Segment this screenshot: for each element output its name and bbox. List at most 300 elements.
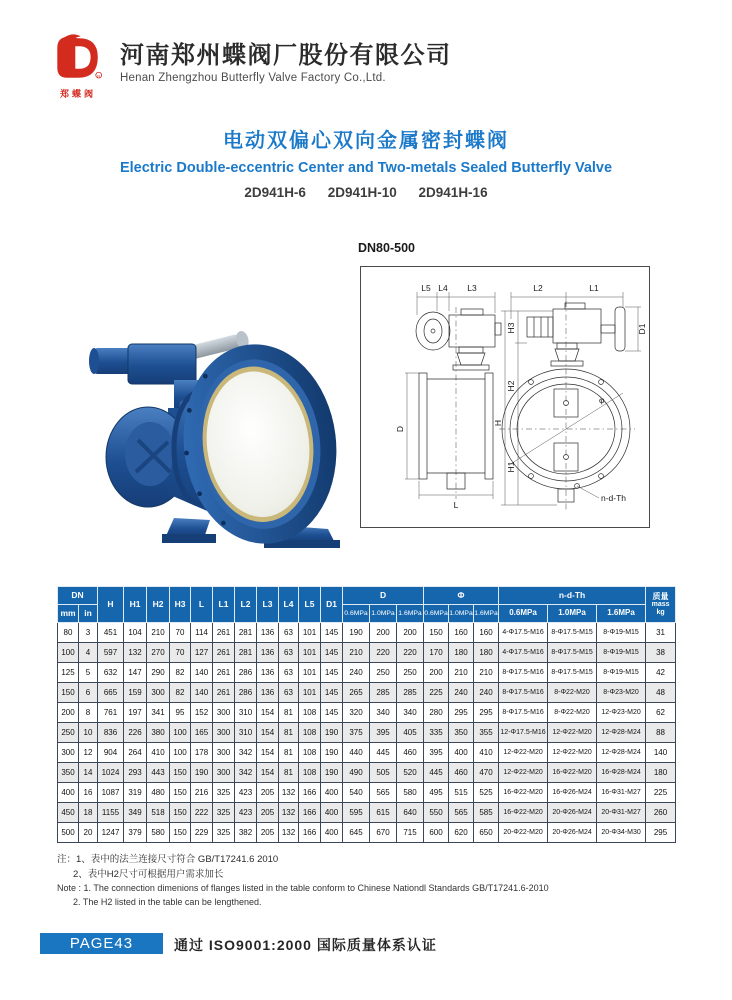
table-cell: 140: [191, 683, 213, 703]
model-number: 2D941H-16: [418, 185, 488, 200]
note-cn-2: 2、表中H2尺寸可根据用户需求加长: [73, 868, 224, 880]
table-cell: 342: [235, 763, 257, 783]
table-cell: 140: [646, 743, 676, 763]
table-cell: 145: [321, 683, 343, 703]
model-number: 2D941H-10: [327, 185, 397, 200]
table-cell: 216: [191, 783, 213, 803]
table-cell: 63: [279, 623, 299, 643]
table-cell: 16-Φ22-M20: [548, 763, 597, 783]
table-cell: 264: [124, 743, 147, 763]
table-cell: 205: [257, 823, 279, 843]
col-d-10: 1.0MPa: [370, 605, 397, 623]
table-cell: 285: [370, 683, 397, 703]
company-logo: [46, 30, 110, 100]
table-cell: 395: [424, 743, 449, 763]
table-cell: 145: [321, 703, 343, 723]
product-title-cn: 电动双偏心双向金属密封蝶阀: [223, 130, 509, 152]
table-cell: 225: [424, 683, 449, 703]
table-cell: 125: [58, 663, 79, 683]
table-cell: 240: [474, 683, 499, 703]
table-cell: 8-Φ17.5-M16: [499, 703, 548, 723]
model-numbers: [0, 185, 732, 200]
table-cell: 63: [279, 683, 299, 703]
table-cell: 379: [124, 823, 147, 843]
table-cell: 14: [79, 763, 98, 783]
table-cell: 12-Φ22-M20: [499, 763, 548, 783]
table-cell: 200: [58, 703, 79, 723]
col-ndth-16: 1.6MPa: [597, 605, 646, 623]
product-title-en: Electric Double-eccentric Center and Two-metals Sealed Butterfly Valve: [119, 160, 613, 176]
table-cell: 450: [58, 803, 79, 823]
table-cell: 319: [124, 783, 147, 803]
table-cell: 136: [257, 663, 279, 683]
table-cell: 1155: [98, 803, 124, 823]
company-name-cn: 河南郑州蝶阀厂股份有限公司: [120, 42, 452, 69]
dim-L2: L2: [533, 283, 543, 293]
table-cell: 31: [646, 623, 676, 643]
table-cell: 8-Φ17.5-M15: [548, 643, 597, 663]
table-cell: 180: [449, 643, 474, 663]
table-cell: 1247: [98, 823, 124, 843]
table-cell: 585: [474, 803, 499, 823]
table-cell: 82: [170, 663, 191, 683]
dim-H2: H2: [506, 380, 516, 392]
table-cell: 101: [299, 623, 321, 643]
table-cell: 150: [58, 683, 79, 703]
table-cell: 132: [279, 783, 299, 803]
dim-ndth: n-d-Th: [601, 493, 627, 503]
table-cell: 150: [424, 623, 449, 643]
dimension-table: [57, 586, 676, 843]
table-cell: 550: [424, 803, 449, 823]
group-d: D: [343, 587, 424, 605]
table-cell: 295: [449, 703, 474, 723]
col-in: in: [79, 605, 98, 623]
table-cell: 190: [321, 763, 343, 783]
table-cell: 505: [370, 763, 397, 783]
table-cell: 154: [257, 743, 279, 763]
col-l: L: [191, 587, 213, 623]
table-cell: 250: [370, 663, 397, 683]
table-cell: 300: [213, 703, 235, 723]
table-row: [58, 743, 676, 763]
group-phi: Φ: [424, 587, 499, 605]
table-cell: 495: [424, 783, 449, 803]
table-cell: 565: [449, 803, 474, 823]
table-cell: 286: [235, 683, 257, 703]
table-header: [58, 587, 676, 623]
table-cell: 280: [424, 703, 449, 723]
table-cell: 140: [191, 663, 213, 683]
table-cell: 285: [397, 683, 424, 703]
dim-H: H: [493, 419, 503, 427]
table-cell: 350: [449, 723, 474, 743]
col-l1: L1: [213, 587, 235, 623]
table-cell: 197: [124, 703, 147, 723]
table-cell: 670: [370, 823, 397, 843]
table-cell: 597: [98, 643, 124, 663]
col-l5: L5: [299, 587, 321, 623]
table-cell: 665: [98, 683, 124, 703]
table-cell: 166: [299, 803, 321, 823]
table-cell: 460: [449, 763, 474, 783]
table-cell: 355: [474, 723, 499, 743]
table-cell: 114: [191, 623, 213, 643]
table-cell: 70: [170, 623, 191, 643]
table-cell: 48: [646, 683, 676, 703]
col-l2: L2: [235, 587, 257, 623]
col-ndth-06: 0.6MPa: [499, 605, 548, 623]
table-row: [58, 823, 676, 843]
col-phi-16: 1.6MPa: [474, 605, 499, 623]
table-cell: 154: [257, 703, 279, 723]
table-row: [58, 623, 676, 643]
table-cell: 261: [213, 683, 235, 703]
col-l3: L3: [257, 587, 279, 623]
note-en-1: Note : 1. The connection dimenions of flanges listed in the table conform to Chinese Nationdl Standards GB/T17241.6-2010: [57, 883, 549, 894]
table-cell: 8: [79, 703, 98, 723]
table-cell: 16-Φ28-M24: [597, 763, 646, 783]
table-cell: 210: [449, 663, 474, 683]
table-row: [58, 783, 676, 803]
table-cell: 16: [79, 783, 98, 803]
table-cell: 145: [321, 663, 343, 683]
table-cell: 150: [170, 783, 191, 803]
dim-L1: L1: [589, 283, 599, 293]
table-cell: 132: [279, 823, 299, 843]
table-cell: 108: [299, 743, 321, 763]
table-cell: 340: [397, 703, 424, 723]
table-cell: 132: [124, 643, 147, 663]
table-cell: 81: [279, 763, 299, 783]
table-cell: 3: [79, 623, 98, 643]
table-cell: 451: [98, 623, 124, 643]
table-cell: 200: [424, 663, 449, 683]
table-cell: 12-Φ22-M20: [548, 743, 597, 763]
table-cell: 12-Φ23-M20: [597, 703, 646, 723]
col-h2: H2: [147, 587, 170, 623]
table-cell: 400: [321, 783, 343, 803]
front-view: [493, 283, 647, 511]
table-cell: 300: [213, 763, 235, 783]
table-cell: 108: [299, 763, 321, 783]
col-dn: DN: [58, 587, 98, 605]
table-cell: 154: [257, 763, 279, 783]
table-cell: 145: [321, 643, 343, 663]
col-d-06: 0.6MPa: [343, 605, 370, 623]
iso-certification-text: 通过 ISO9001:2000 国际质量体系认证: [174, 937, 437, 953]
table-cell: 159: [124, 683, 147, 703]
table-cell: 145: [321, 623, 343, 643]
table-cell: 440: [343, 743, 370, 763]
table-cell: 16-Φ26-M24: [548, 783, 597, 803]
col-mass: 质量 mass kg: [646, 587, 676, 623]
col-l4: L4: [279, 587, 299, 623]
table-cell: 400: [321, 823, 343, 843]
table-cell: 295: [474, 703, 499, 723]
table-cell: 310: [235, 723, 257, 743]
table-row: [58, 683, 676, 703]
table-cell: 261: [213, 663, 235, 683]
table-cell: 81: [279, 703, 299, 723]
table-cell: 81: [279, 743, 299, 763]
table-cell: 154: [257, 723, 279, 743]
table-cell: 8-Φ17.5-M15: [548, 623, 597, 643]
table-cell: 260: [646, 803, 676, 823]
logo-caption: 郑蝶阀: [59, 89, 96, 99]
table-cell: 335: [424, 723, 449, 743]
dim-phi: φ: [599, 395, 605, 405]
table-cell: 300: [147, 683, 170, 703]
table-cell: 160: [449, 623, 474, 643]
col-mm: mm: [58, 605, 79, 623]
table-row: [58, 643, 676, 663]
table-cell: 225: [646, 783, 676, 803]
table-cell: 166: [299, 823, 321, 843]
table-cell: 8-Φ22-M20: [548, 703, 597, 723]
table-cell: 136: [257, 623, 279, 643]
table-cell: 1087: [98, 783, 124, 803]
table-cell: 460: [397, 743, 424, 763]
table-cell: 178: [191, 743, 213, 763]
table-cell: 20-Φ34-M30: [597, 823, 646, 843]
table-cell: 101: [299, 663, 321, 683]
butterfly-valve-logo-icon: [51, 30, 105, 86]
valve-photo: [78, 322, 340, 550]
table-cell: 150: [170, 823, 191, 843]
table-cell: 10: [79, 723, 98, 743]
table-cell: 12-Φ17.5-M16: [499, 723, 548, 743]
dim-L4: L4: [438, 283, 448, 293]
table-cell: 904: [98, 743, 124, 763]
table-cell: 220: [397, 643, 424, 663]
table-cell: 12-Φ28-M24: [597, 723, 646, 743]
table-cell: 100: [170, 723, 191, 743]
table-cell: 4-Φ17.5-M16: [499, 643, 548, 663]
table-cell: 340: [370, 703, 397, 723]
table-cell: 205: [257, 803, 279, 823]
dim-H3: H3: [506, 322, 516, 334]
table-cell: 715: [397, 823, 424, 843]
company-name-en: Henan Zhengzhou Butterfly Valve Factory Co.,Ltd.: [120, 72, 386, 85]
table-cell: 325: [213, 823, 235, 843]
table-cell: 8-Φ17.5-M16: [499, 663, 548, 683]
table-cell: 170: [424, 643, 449, 663]
table-cell: 20-Φ26-M24: [548, 823, 597, 843]
table-cell: 342: [235, 743, 257, 763]
table-cell: 261: [213, 643, 235, 663]
table-cell: 81: [279, 723, 299, 743]
dim-D: D: [395, 425, 405, 433]
table-cell: 88: [646, 723, 676, 743]
table-cell: 518: [147, 803, 170, 823]
notes: [57, 853, 549, 910]
table-cell: 761: [98, 703, 124, 723]
table-cell: 205: [257, 783, 279, 803]
dim-L: L: [453, 500, 459, 510]
valve-flange-ring: [172, 335, 340, 550]
table-cell: 63: [279, 643, 299, 663]
table-cell: 20: [79, 823, 98, 843]
table-cell: 42: [646, 663, 676, 683]
table-cell: 180: [646, 763, 676, 783]
table-cell: 580: [147, 823, 170, 843]
table-cell: 349: [124, 803, 147, 823]
table-cell: 325: [213, 803, 235, 823]
table-cell: 150: [170, 803, 191, 823]
table-cell: 4-Φ17.5-M16: [499, 623, 548, 643]
col-ndth-10: 1.0MPa: [548, 605, 597, 623]
dim-H1: H1: [506, 461, 516, 473]
table-cell: 5: [79, 663, 98, 683]
table-cell: 190: [321, 743, 343, 763]
dn-range-label: DN80-500: [358, 241, 415, 255]
table-cell: 8-Φ19-M15: [597, 663, 646, 683]
table-cell: 210: [343, 643, 370, 663]
table-cell: 104: [124, 623, 147, 643]
table-cell: 405: [397, 723, 424, 743]
table-cell: 180: [474, 643, 499, 663]
table-cell: 250: [397, 663, 424, 683]
table-cell: 108: [299, 703, 321, 723]
table-cell: 620: [449, 823, 474, 843]
table-cell: 281: [235, 643, 257, 663]
table-cell: 132: [279, 803, 299, 823]
table-row: [58, 703, 676, 723]
table-row: [58, 803, 676, 823]
table-cell: 250: [58, 723, 79, 743]
dim-L5: L5: [421, 283, 431, 293]
table-cell: 200: [370, 623, 397, 643]
title-block: [0, 124, 732, 200]
table-cell: 210: [147, 623, 170, 643]
table-cell: 380: [147, 723, 170, 743]
table-cell: 515: [449, 783, 474, 803]
table-cell: 341: [147, 703, 170, 723]
table-cell: 500: [58, 823, 79, 843]
table-cell: 615: [370, 803, 397, 823]
col-h3: H3: [170, 587, 191, 623]
table-row: [58, 663, 676, 683]
table-cell: 18: [79, 803, 98, 823]
table-cell: 210: [474, 663, 499, 683]
table-cell: 480: [147, 783, 170, 803]
table-cell: 375: [343, 723, 370, 743]
table-cell: 445: [424, 763, 449, 783]
table-cell: 8-Φ19-M15: [597, 643, 646, 663]
table-cell: 100: [58, 643, 79, 663]
table-cell: 632: [98, 663, 124, 683]
table-cell: 190: [343, 623, 370, 643]
group-ndth: n-d-Th: [499, 587, 646, 605]
note-en-2: 2. The H2 listed in the table can be lengthened.: [73, 897, 262, 908]
table-cell: 165: [191, 723, 213, 743]
table-cell: 8-Φ17.5-M15: [548, 663, 597, 683]
page-number-badge: PAGE43: [40, 933, 163, 954]
table-cell: 70: [170, 643, 191, 663]
table-cell: 400: [58, 783, 79, 803]
table-cell: 20-Φ22-M20: [499, 823, 548, 843]
table-cell: 325: [213, 783, 235, 803]
table-cell: 229: [191, 823, 213, 843]
table-cell: 150: [170, 763, 191, 783]
table-cell: 261: [213, 623, 235, 643]
table-cell: 443: [147, 763, 170, 783]
table-cell: 152: [191, 703, 213, 723]
table-cell: 101: [299, 643, 321, 663]
col-d1: D1: [321, 587, 343, 623]
table-cell: 580: [397, 783, 424, 803]
table-cell: 8-Φ23-M20: [597, 683, 646, 703]
table-cell: 490: [343, 763, 370, 783]
table-cell: 350: [58, 763, 79, 783]
table-cell: 395: [370, 723, 397, 743]
table-cell: 226: [124, 723, 147, 743]
table-cell: 650: [474, 823, 499, 843]
table-row: [58, 723, 676, 743]
table-cell: 600: [424, 823, 449, 843]
table-cell: 8-Φ22-M20: [548, 683, 597, 703]
table-cell: 565: [370, 783, 397, 803]
col-phi-10: 1.0MPa: [449, 605, 474, 623]
table-cell: 101: [299, 683, 321, 703]
table-cell: 410: [147, 743, 170, 763]
table-cell: 1024: [98, 763, 124, 783]
table-cell: 16-Φ31-M27: [597, 783, 646, 803]
table-cell: 410: [474, 743, 499, 763]
table-cell: 595: [343, 803, 370, 823]
table-cell: 240: [449, 683, 474, 703]
table-cell: 470: [474, 763, 499, 783]
table-cell: 12-Φ22-M20: [499, 743, 548, 763]
col-h: H: [98, 587, 124, 623]
table-cell: 12: [79, 743, 98, 763]
table-cell: 295: [646, 823, 676, 843]
table-cell: 220: [370, 643, 397, 663]
col-d-16: 1.6MPa: [397, 605, 424, 623]
table-cell: 127: [191, 643, 213, 663]
note-cn-1: 注：1、表中的法兰连接尺寸符合 GB/T17241.6 2010: [57, 854, 279, 865]
table-cell: 20-Φ26-M24: [548, 803, 597, 823]
table-cell: 166: [299, 783, 321, 803]
side-view: [395, 283, 501, 510]
table-cell: 281: [235, 623, 257, 643]
table-body: [58, 623, 676, 843]
table-cell: 16-Φ22-M20: [499, 803, 548, 823]
table-cell: 265: [343, 683, 370, 703]
table-cell: 525: [474, 783, 499, 803]
col-phi-06: 0.6MPa: [424, 605, 449, 623]
table-cell: 147: [124, 663, 147, 683]
table-cell: 445: [370, 743, 397, 763]
table-cell: 136: [257, 683, 279, 703]
table-cell: 320: [343, 703, 370, 723]
table-cell: 300: [58, 743, 79, 763]
table-cell: 520: [397, 763, 424, 783]
table-cell: 95: [170, 703, 191, 723]
table-cell: 423: [235, 803, 257, 823]
table-cell: 80: [58, 623, 79, 643]
table-cell: 240: [343, 663, 370, 683]
table-cell: 136: [257, 643, 279, 663]
table-cell: 836: [98, 723, 124, 743]
table-cell: 8-Φ19-M15: [597, 623, 646, 643]
table-cell: 6: [79, 683, 98, 703]
table-cell: 286: [235, 663, 257, 683]
table-cell: 190: [321, 723, 343, 743]
table-cell: 62: [646, 703, 676, 723]
table-cell: 645: [343, 823, 370, 843]
